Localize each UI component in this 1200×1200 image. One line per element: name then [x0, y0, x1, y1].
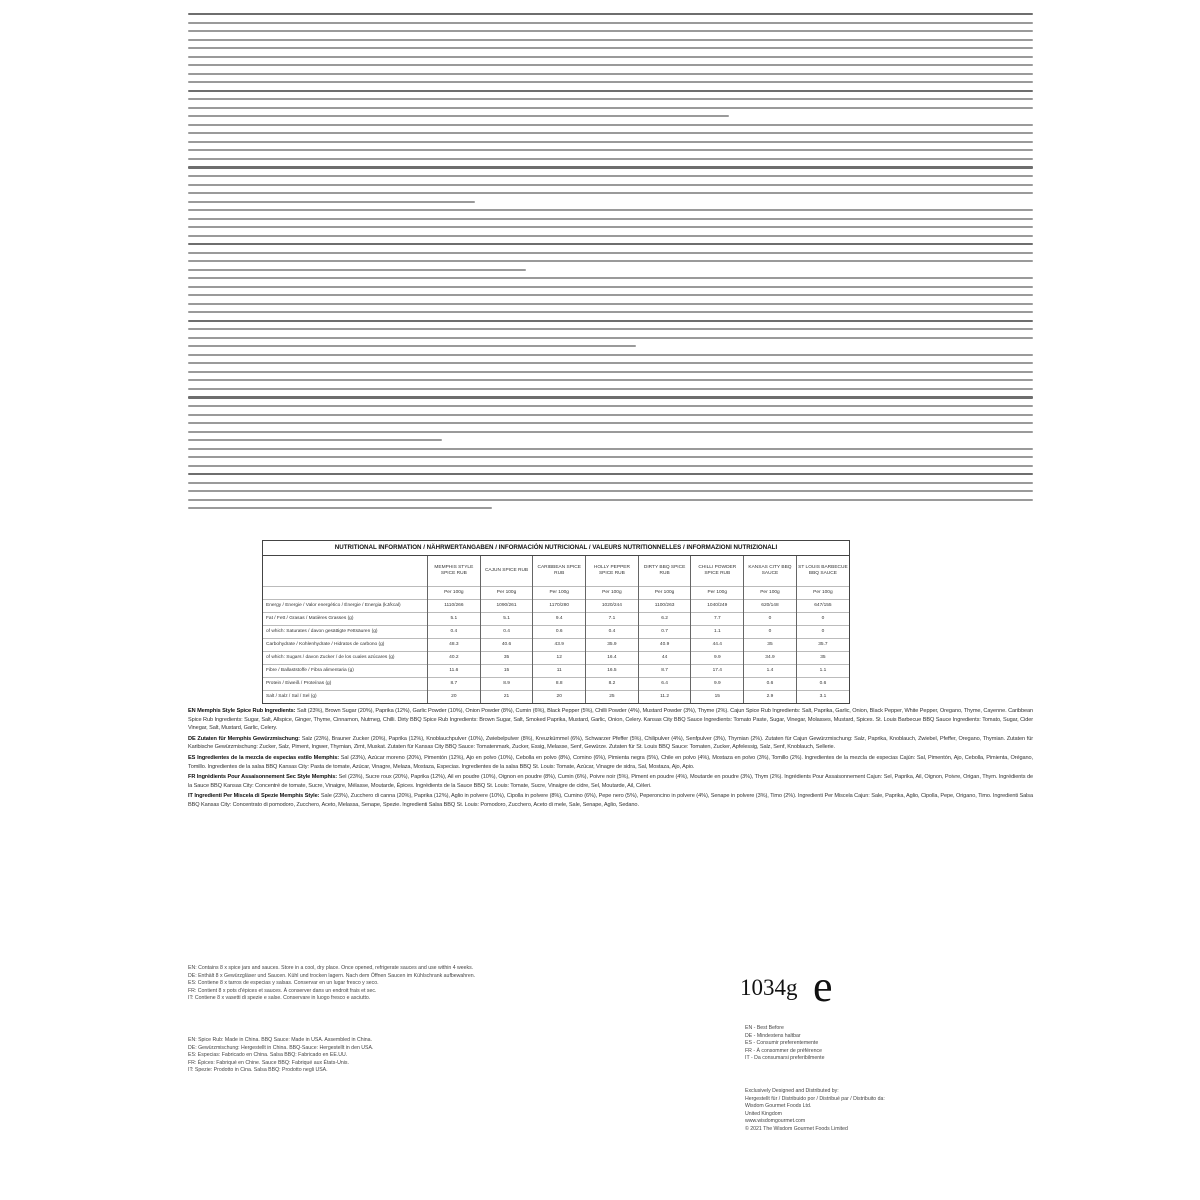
fine-print-line — [188, 328, 1033, 330]
fine-print-line — [188, 431, 1033, 433]
nutrition-column-header: HOLLY PEPPER SPICE RUB — [586, 556, 639, 587]
nutrition-cell: 35.7 — [796, 639, 849, 652]
nutrition-grid — [263, 556, 849, 703]
fine-print-line — [188, 184, 1033, 186]
nutrition-row-label: Fibre / Ballaststoffe / Fibra alimentaria (g) — [263, 665, 428, 678]
nutrition-column-header: CARIBBEAN SPICE RUB — [533, 556, 586, 587]
nutrition-cell: 17.4 — [691, 665, 744, 678]
fine-print-line — [188, 64, 1033, 66]
fine-print-line — [188, 39, 1033, 41]
nutrition-column-header: KANSAS CITY BBQ SAUCE — [744, 556, 797, 587]
fine-print-line — [188, 286, 1033, 288]
ingredients-lang: ES — [188, 754, 196, 761]
nutrition-cell: 1020/244 — [586, 600, 639, 613]
nutrition-row — [263, 652, 849, 665]
ingredients-lang: IT — [188, 793, 193, 800]
fine-print-line — [188, 218, 1033, 220]
fine-print-line — [188, 303, 1033, 305]
nutrition-cell: 48.3 — [428, 639, 481, 652]
fine-print-line — [188, 277, 1033, 279]
fine-print-line — [188, 320, 1033, 322]
nutrition-cell: 16.5 — [586, 665, 639, 678]
nutrition-cell: 12 — [533, 652, 586, 665]
ingredients-section — [188, 735, 1033, 752]
ingredients-text: Salt (23%), Brown Sugar (20%), Paprika (12%), Garlic Powder (10%), Onion Powder (8%), Cumin (6%), Black Pepper (5%), Chilli Powder (4%), Mustard Powder (3%), Thyme (2%). Cajun Spice Rub Ingredients: Salt, Paprika, Garlic, Onion, Black Pepper, White Pepper, Oregano, Thyme, Cayenne. Caribbean Spice Rub Ingredients: Sugar, Salt, Allspice, Ginger, Thyme, Cinnamon, Nutmeg, Chilli. Dirty BBQ Spice Rub Ingredients: Brown Sugar, Salt, Smoked Paprika, Mustard, Garlic, Onion, Celery. Kansas City BBQ Sauce Ingredients: Tomato Paste, Sugar, Vinegar, Molasses, Mustard, Spices. St. Louis Barbecue BBQ Sauce Ingredients: Tomato, Sugar, Cider Vinegar, Salt, Mustard, Garlic, Celery. — [188, 708, 1033, 732]
fine-print-line — [188, 166, 1033, 168]
nutrition-row — [263, 613, 849, 626]
nutrition-per-label: Per 100g — [533, 587, 586, 600]
fine-print-line — [188, 499, 1033, 501]
instructions-text-block — [188, 13, 1033, 516]
ingredients-lang: DE — [188, 735, 196, 742]
ingredients-section — [188, 773, 1033, 790]
fine-print-line — [188, 141, 1033, 143]
estimated-e-mark: e — [813, 962, 833, 1011]
fine-print-line — [188, 73, 1033, 75]
fine-print-line — [188, 132, 1033, 134]
ingredients-lang: EN — [188, 708, 196, 714]
ingredients-heading: Memphis Style Spice Rub Ingredients: — [197, 708, 296, 714]
nutrition-cell: 35 — [744, 639, 797, 652]
fine-print-line — [188, 47, 1033, 49]
nutrition-cell: 1040/249 — [691, 600, 744, 613]
ingredients-heading: Zutaten für Memphis Gewürzmischung: — [197, 735, 300, 742]
fine-print-line — [188, 379, 1033, 381]
fine-print-line — [188, 473, 1033, 475]
nutrition-column-header: ST LOUIS BARBECUE BBQ SAUCE — [796, 556, 849, 587]
storage-line: FR: Contient 8 x pots d'épices et sauces. À conserver dans un endroit frais et sec. — [188, 987, 377, 994]
nutrition-cell: 0 — [796, 626, 849, 639]
nutrition-cell: 8.9 — [480, 678, 533, 691]
distributor-block — [745, 1088, 1045, 1134]
nutrition-cell: 0 — [744, 613, 797, 626]
origin-block — [188, 1037, 728, 1075]
nutrition-cell: 8.2 — [586, 678, 639, 691]
nutrition-cell: 20 — [428, 691, 481, 704]
fine-print-line — [188, 371, 1033, 373]
distributor-line: Wisdom Gourmet Foods Ltd. — [745, 1103, 812, 1110]
origin-line: DE: Gewürzmischung: Hergestellt in China. BBQ-Sauce: Hergestellt in den USA. — [188, 1044, 374, 1051]
nutrition-cell: 1110/266 — [428, 600, 481, 613]
distributor-line: Exclusively Designed and Distributed by: — [745, 1088, 839, 1094]
fine-print-line — [188, 490, 1033, 492]
ingredients-lang: FR — [188, 774, 196, 781]
fine-print-line — [188, 81, 1033, 83]
nutrition-cell: 11.6 — [428, 665, 481, 678]
fine-print-line — [188, 98, 1033, 100]
nutrition-cell: 34.9 — [744, 652, 797, 665]
nutrition-cell: 21 — [480, 691, 533, 704]
fine-print-line — [188, 243, 1033, 245]
nutrition-cell: 647/155 — [796, 600, 849, 613]
fine-print-line — [188, 260, 1033, 262]
best-before-line: IT - Da consumarsi preferibilmente — [745, 1055, 825, 1062]
nutrition-row-label: of which: Saturates / davon gesättigte Fettsäuren (g) — [263, 626, 428, 639]
fine-print-line — [188, 482, 1033, 484]
fine-print-line — [188, 405, 1033, 407]
ingredients-section — [188, 792, 1033, 809]
fine-print-line — [188, 362, 1033, 364]
nutrition-row — [263, 639, 849, 652]
nutrition-row-label: Energy / Energie / Valor energético / Énergie / Energia (kJ/kcal) — [263, 600, 428, 613]
ingredients-text: Salz (23%), Brauner Zucker (20%), Paprika (12%), Knoblauchpulver (10%), Zwiebelpulver (8%), Kreuzkümmel (6%), Schwarzer Pfeffer (5%), Chilipulver (4%), Senfpulver (3%), Thymian (2%). Zutaten für Cajun Gewürzmischung: Salz, Paprika, Knoblauch, Zwiebel, Pfeffer, Oregano, Thymian. Zutaten für Karibische Gewürzmischung: Zucker, Salz, Piment, Ingwer, Thymian, Zimt, Muskat. Zutaten für Kansas City BBQ Sauce: Tomatenmark, Zucker, Essig, Melasse, Senf, Gewürze. Zutaten für St. Louis BBQ Sauce: Tomaten, Zucker, Apfelessig, Salz, Senf, Knoblauch, Sellerie. — [188, 735, 1033, 751]
nutrition-cell: 1100/263 — [638, 600, 691, 613]
fine-print-line — [188, 175, 1033, 177]
nutrition-cell: 5.1 — [428, 613, 481, 626]
nutrition-cell: 0.7 — [638, 626, 691, 639]
nutrition-row — [263, 665, 849, 678]
nutrition-cell: 0.6 — [533, 626, 586, 639]
nutrition-cell: 620/148 — [744, 600, 797, 613]
fine-print-line — [188, 269, 526, 271]
nutrition-cell: 11 — [533, 665, 586, 678]
nutrition-cell: 2.9 — [744, 691, 797, 704]
fine-print-line — [188, 115, 729, 117]
nutrition-cell: 15 — [480, 665, 533, 678]
fine-print-line — [188, 507, 492, 509]
nutrition-cell: 9.4 — [533, 613, 586, 626]
nutrition-per-label: Per 100g — [638, 587, 691, 600]
nutrition-cell: 35 — [796, 652, 849, 665]
fine-print-line — [188, 107, 1033, 109]
ingredients-heading: Ingredientes de la mezcla de especias estilo Memphis: — [197, 754, 339, 761]
nutrition-per-label: Per 100g — [480, 587, 533, 600]
nutrition-per-label: Per 100g — [691, 587, 744, 600]
nutrition-cell: 40.2 — [428, 652, 481, 665]
ingredients-section — [188, 707, 1033, 733]
fine-print-line — [188, 422, 1033, 424]
best-before-line: FR - À consommer de préférence — [745, 1047, 822, 1054]
fine-print-line — [188, 465, 1033, 467]
nutrition-row — [263, 691, 849, 704]
nutrition-column-header: MEMPHIS STYLE SPICE RUB — [428, 556, 481, 587]
nutrition-cell: 20 — [533, 691, 586, 704]
nutrition-cell: 1090/261 — [480, 600, 533, 613]
fine-print-line — [188, 345, 636, 347]
nutrition-cell: 9.9 — [691, 678, 744, 691]
nutrition-cell: 44.4 — [691, 639, 744, 652]
nutrition-cell: 0 — [744, 626, 797, 639]
nutrition-column-header: CHILLI POWDER SPICE RUB — [691, 556, 744, 587]
ingredients-text: Sel (23%), Sucre roux (20%), Paprika (12%), Ail en poudre (10%), Oignon en poudre (8%), Cumin (6%), Poivre noir (5%), Piment en poudre (4%), Moutarde en poudre (3%), Thym (2%). Ingrédients Pour Assaisonnement Cajun: Sel, Paprika, Ail, Oignon, Poivre, Origan, Thym. Ingrédients de la Sauce BBQ Kansas City: Concentré de tomate, Sucre, Vinaigre, Mélasse, Moutarde, Épices. Ingrédients de la Sauce BBQ St. Louis: Tomate, Sucre, Vinaigre de cidre, Sel, Moutarde, Ail, Céleri. — [188, 774, 1033, 789]
fine-print-line — [188, 396, 1033, 398]
nutrition-per-label: Per 100g — [428, 587, 481, 600]
nutrition-cell: 40.6 — [480, 639, 533, 652]
origin-line: ES: Especias: Fabricado en China. Salsa BBQ: Fabricado en EE.UU. — [188, 1052, 348, 1059]
best-before-line: DE - Mindestens haltbar — [745, 1032, 801, 1039]
fine-print-line — [188, 22, 1033, 24]
nutrition-header-blank — [263, 556, 428, 587]
nutrition-per-label-blank — [263, 587, 428, 600]
best-before-line: ES - Consumir preferentemente — [745, 1040, 819, 1047]
fine-print-line — [188, 226, 1033, 228]
fine-print-line — [188, 448, 1033, 450]
fine-print-line — [188, 192, 1033, 194]
distributor-line: © 2021 The Wisdom Gourmet Foods Limited — [745, 1125, 848, 1132]
nutrition-per-label: Per 100g — [744, 587, 797, 600]
nutrition-column-header: CAJUN SPICE RUB — [480, 556, 533, 587]
nutrition-cell: 7.7 — [691, 613, 744, 626]
nutrition-row — [263, 678, 849, 691]
fine-print-line — [188, 252, 1033, 254]
nutrition-row-label: Fat / Fett / Grasas / Matières Grasses (g) — [263, 613, 428, 626]
nutrition-cell: 11.2 — [638, 691, 691, 704]
nutrition-per-label: Per 100g — [586, 587, 639, 600]
fine-print-line — [188, 439, 442, 441]
storage-line: DE: Enthält 8 x Gewürzgläser und Saucen. Kühl und trocken lagern. Nach dem Öffnen Saucen im Kühlschrank aufbewahren. — [188, 972, 476, 979]
ingredients-heading: Ingredienti Per Miscela di Spezie Memphis Style: — [194, 793, 320, 800]
nutrition-cell: 0.4 — [586, 626, 639, 639]
nutrition-cell: 43.9 — [533, 639, 586, 652]
distributor-line: Hergestellt für / Distribuido por / Distribué par / Distribuito da: — [745, 1095, 885, 1102]
nutrition-row-label: Protein / Eiweiß / Proteínas (g) — [263, 678, 428, 691]
fine-print-line — [188, 209, 1033, 211]
ingredients-text: Sale (23%), Zucchero di canna (20%), Paprika (12%), Aglio in polvere (10%), Cipolla in polvere (8%), Cumino (6%), Pepe nero (5%), Peperoncino in polvere (4%), Senape in polvere (3%), Timo (2%). Ingredienti Per Miscela Cajun: Sale, Paprika, Aglio, Cipolla, Pepe, Origano, Timo. Ingredienti Salsa BBQ Kansas City: Concentrato di pomodoro, Zucchero, Aceto, Melassa, Senape, Spezie. Ingredienti Salsa BBQ St. Louis: Pomodoro, Zucchero, Aceto di mele, Sale, Senape, Aglio, Sedano. — [188, 793, 1033, 808]
distributor-line: www.wisdomgourmet.com — [745, 1118, 806, 1125]
origin-line: FR: Épices: Fabriqué en Chine. Sauce BBQ: Fabriqué aux États-Unis. — [188, 1059, 349, 1066]
nutrition-cell: 9.9 — [691, 652, 744, 665]
distributor-line: United Kingdom — [745, 1110, 782, 1117]
nutrition-cell: 8.7 — [638, 665, 691, 678]
nutrition-row-label: of which: Sugars / davon Zucker / de los cuales azúcares (g) — [263, 652, 428, 665]
nutrition-cell: 35 — [480, 652, 533, 665]
nutrition-row — [263, 600, 849, 613]
fine-print-line — [188, 149, 1033, 151]
nutrition-cell: 5.1 — [480, 613, 533, 626]
nutrition-cell: 0.6 — [744, 678, 797, 691]
nutrition-per-label: Per 100g — [796, 587, 849, 600]
ingredients-heading: Ingrédients Pour Assaisonnement Sec Style Memphis: — [196, 774, 338, 781]
nutrition-title: NUTRITIONAL INFORMATION / NÄHRWERTANGABEN / INFORMACIÓN NUTRICIONAL / VALEURS NUTRITIONNELLES / INFORMAZIONI NUTRIZIONALI — [263, 541, 849, 556]
fine-print-line — [188, 354, 1033, 356]
origin-line: EN: Spice Rub: Made in China. BBQ Sauce: Made in USA. Assembled in China. — [188, 1037, 372, 1043]
nutrition-cell: 25 — [586, 691, 639, 704]
storage-line: ES: Contiene 8 x tarros de especias y salsas. Conservar en un lugar fresco y seco. — [188, 980, 379, 987]
nutrition-cell: 16.4 — [586, 652, 639, 665]
fine-print-line — [188, 90, 1033, 92]
nutrition-column-header: DIRTY BBQ SPICE RUB — [638, 556, 691, 587]
fine-print-line — [188, 158, 1033, 160]
nutrition-cell: 7.1 — [586, 613, 639, 626]
storage-block — [188, 965, 728, 1003]
nutrition-cell: 6.4 — [638, 678, 691, 691]
nutrition-cell: 8.8 — [533, 678, 586, 691]
fine-print-line — [188, 388, 1033, 390]
fine-print-line — [188, 337, 1033, 339]
nutrition-cell: 3.1 — [796, 691, 849, 704]
nutrition-cell: 0 — [796, 613, 849, 626]
nutrition-cell: 1.1 — [691, 626, 744, 639]
ingredients-section — [188, 754, 1033, 771]
nutrition-cell: 0.6 — [796, 678, 849, 691]
fine-print-line — [188, 201, 475, 203]
nutrition-cell: 35.9 — [586, 639, 639, 652]
nutrition-row — [263, 626, 849, 639]
nutrition-cell: 1170/280 — [533, 600, 586, 613]
storage-line: EN: Contains 8 x spice jars and sauces. Store in a cool, dry place. Once opened, refrigerate sauces and use within 4 weeks. — [188, 965, 474, 971]
nutrition-table — [262, 540, 850, 704]
fine-print-line — [188, 56, 1033, 58]
nutrition-cell: 1.4 — [744, 665, 797, 678]
nutrition-row-label: Carbohydrate / Kohlenhydrate / Hidratos de carbono (g) — [263, 639, 428, 652]
nutrition-cell: 0.4 — [428, 626, 481, 639]
nutrition-cell: 15 — [691, 691, 744, 704]
fine-print-line — [188, 311, 1033, 313]
ingredients-text: Sal (23%), Azúcar moreno (20%), Pimentón (12%), Ajo en polvo (10%), Cebolla en polvo (8%), Comino (6%), Pimienta negra (5%), Chile en polvo (4%), Mostaza en polvo (3%), Tomillo (2%). Ingredientes de la mezcla de especias Cajún: Sal, Pimentón, Ajo, Cebolla, Pimienta, Orégano, Tomillo. Ingredientes de la salsa BBQ Kansas City: Pasta de tomate, Azúcar, Vinagre, Melaza, Mostaza, Especias. Ingredientes de la salsa BBQ St. Louis: Tomate, Azúcar, Vinagre de sidra, Sal, Mostaza, Ajo, Apio. — [188, 754, 1033, 770]
nutrition-cell: 6.2 — [638, 613, 691, 626]
fine-print-line — [188, 30, 1033, 32]
nutrition-cell: 40.9 — [638, 639, 691, 652]
fine-print-line — [188, 124, 1033, 126]
fine-print-line — [188, 456, 1033, 458]
fine-print-line — [188, 235, 1033, 237]
storage-line: IT: Contiene 8 x vasetti di spezie e salse. Conservare in luogo fresco e asciutto. — [188, 995, 371, 1002]
fine-print-line — [188, 414, 1033, 416]
fine-print-line — [188, 13, 1033, 15]
nutrition-cell: 44 — [638, 652, 691, 665]
net-weight: 1034g — [740, 975, 798, 1000]
nutrition-row-label: Salt / Salz / Sal / Sel (g) — [263, 691, 428, 704]
ingredients-block — [188, 707, 1033, 812]
best-before-line: EN - Best Before — [745, 1025, 784, 1031]
best-before-block — [745, 1025, 1045, 1063]
nutrition-cell: 1.1 — [796, 665, 849, 678]
fine-print-line — [188, 294, 1033, 296]
origin-line: IT: Spezie: Prodotto in Cina. Salsa BBQ: Prodotto negli USA. — [188, 1067, 328, 1074]
nutrition-cell: 8.7 — [428, 678, 481, 691]
nutrition-cell: 0.4 — [480, 626, 533, 639]
